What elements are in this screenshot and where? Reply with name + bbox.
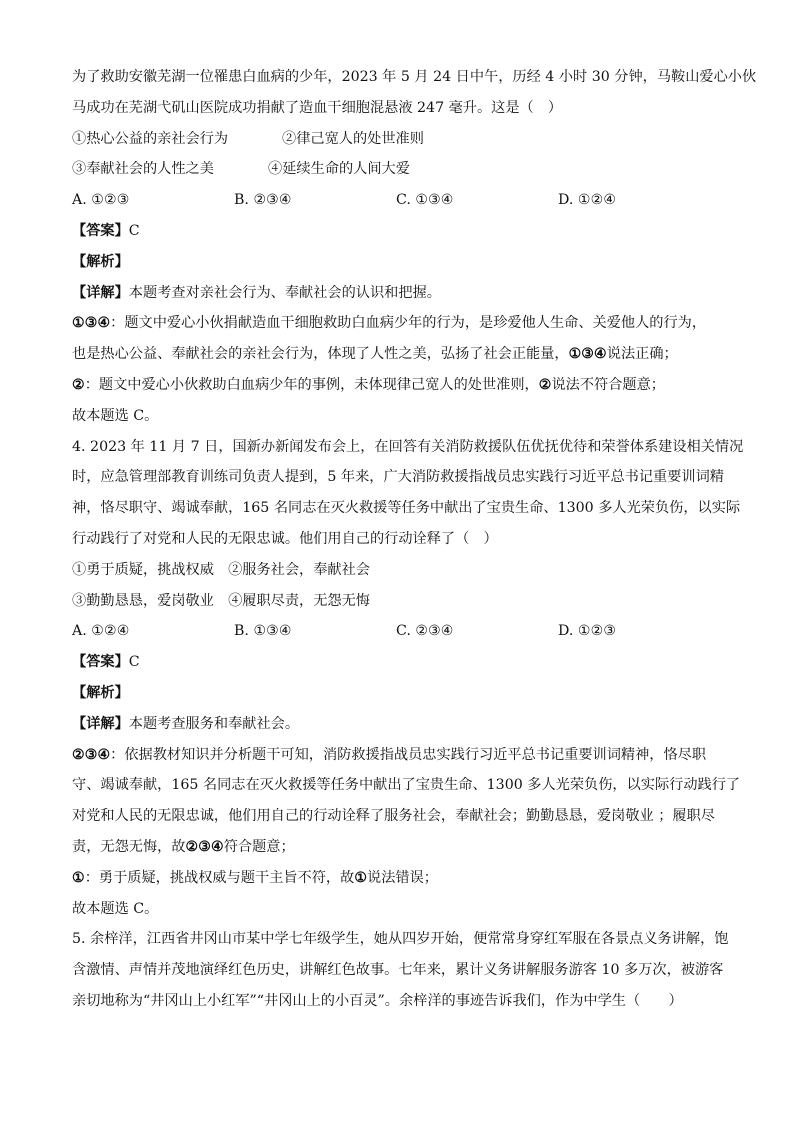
q3-explanation-line-2	[72, 339, 724, 370]
q3-conclusion: 故本题选 C。	[72, 407, 159, 424]
q4-detail	[72, 709, 724, 740]
q4-p2-text-b: 说法错误；	[367, 869, 438, 886]
q4-option-d: D. ①②③	[558, 623, 617, 640]
q4-analysis-tag: 【解析】	[72, 684, 129, 701]
q4-p1-line-1: ：依据教材知识并分析题干可知，消防救援指战员忠实践行习近平总书记重要训词精神，恪尽职	[110, 746, 707, 763]
q3-choice-1: ①热心公益的亲社会行为	[72, 130, 229, 147]
q4-detail-tag: 【详解】	[72, 715, 129, 732]
q3-detail	[72, 278, 724, 309]
q3-answer	[72, 216, 724, 247]
q4-explanation-line-2: 守、竭诚奉献，165 名同志在灭火救援等任务中献出了宝贵生命、1300 多人光荣负伤，以实际行动践行了	[72, 777, 741, 794]
q3-choices-row-2	[72, 154, 724, 185]
q3-answer-tag: 【答案】	[72, 222, 129, 239]
document-page	[72, 62, 757, 1017]
q4-option-c: C. ②③④	[396, 623, 454, 640]
q3-p1-line-2a: 也是热心公益、奉献社会的亲社会行为，体现了人性之美，弘扬了社会正能量，	[72, 346, 569, 363]
q3-stem-line-2: 马成功在芜湖弋矶山医院成功捐献了造血干细胞混悬液 247 毫升。这是（ ）	[72, 99, 563, 116]
q3-p1-label: ①③④	[72, 315, 111, 332]
q4-stem-line-1: 4. 2023 年 11 月 7 日，国新办新闻发布会上，在回答有关消防救援队伍优抚优待和荣誉体系建设相关情况	[72, 438, 744, 455]
q3-answer-value: C	[128, 222, 140, 239]
q4-answer	[72, 647, 724, 678]
q4-explanation-line-4	[72, 832, 724, 863]
q3-p2-text-b: 说法不符合题意；	[551, 376, 665, 393]
q4-stem-line-3: 神，恪尽职守、竭诚奉献，165 名同志在灭火救援等任务中献出了宝贵生命、1300 多人光荣负伤，以实际	[72, 500, 741, 517]
q5-stem-line-3: 亲切地称为“井冈山上小红军”“井冈山上的小百灵”。余梓洋的事迹告诉我们，作为中学生（ ）	[72, 992, 683, 1009]
q4-explanation-line-5	[72, 863, 724, 894]
q3-choice-2: ②律己宽人的处世准则	[282, 130, 424, 147]
q3-options	[72, 185, 724, 216]
q3-choices-row-1	[72, 124, 724, 155]
q3-detail-tag: 【详解】	[72, 284, 129, 301]
q3-stem-line-1: 为了救助安徽芜湖一位罹患白血病的少年，2023 年 5 月 24 日中午，历经 4 小时 30 分钟，马鞍山爱心小伙	[72, 69, 757, 85]
q4-choice-2: ②服务社会，奉献社会	[228, 561, 370, 578]
q4-explanation-line-1	[72, 740, 724, 771]
q3-p2-text-a: ：题文中爱心小伙救助白血病少年的事例，未体现律己宽人的处世准则，	[84, 376, 539, 393]
q3-choice-4: ④延续生命的人间大爱	[268, 161, 410, 178]
q3-analysis-tag: 【解析】	[72, 253, 129, 270]
q4-p1-line-4-label: ②③④	[185, 838, 224, 855]
q4-p2-label: ①	[72, 869, 85, 886]
q3-p1-line-2-label: ①③④	[568, 346, 607, 363]
q4-stem-line-4: 行动践行了对党和人民的无限忠诚。他们用自己的行动诠释了（ ）	[72, 530, 498, 547]
q4-p1-line-4a: 责，无怨无悔，故	[72, 838, 186, 855]
q4-stem-line-2: 时，应急管理部教育训练司负责人提到，5 年来，广大消防救援指战员忠实践行习近平总书记重要训词精	[72, 469, 724, 486]
q5-stem-line-1: 5. 余梓洋，江西省井冈山市某中学七年级学生，她从四岁开始，便常常身穿红军服在各景点义务讲解，饱	[72, 931, 729, 948]
q4-conclusion: 故本题选 C。	[72, 900, 159, 917]
q4-answer-tag: 【答案】	[72, 654, 129, 671]
q4-analysis-heading	[72, 678, 724, 709]
q3-p1-line-1: ：题文中爱心小伙捐献造血干细胞救助白血病少年的行为，是珍爱他人生命、关爱他人的行为，	[110, 315, 707, 332]
q3-option-d: D. ①②④	[558, 192, 617, 209]
q4-detail-text: 本题考查服务和奉献社会。	[128, 715, 300, 732]
q3-p2-label-2: ②	[538, 376, 552, 393]
q4-explanation-line-3: 对党和人民的无限忠诚，他们用自己的行动诠释了服务社会，奉献社会；勤勤恳恳，爱岗敬业 ；履职尽	[72, 808, 715, 825]
q3-p2-label: ②	[72, 376, 85, 393]
q4-choice-1: ①勇于质疑，挑战权威	[72, 561, 214, 578]
q3-option-c: C. ①③④	[396, 192, 454, 209]
q4-p1-line-4b: 符合题意；	[223, 838, 295, 855]
q5-stem-line-2: 含激情、声情并茂地演绎红色历史，讲解红色故事。七年来，累计义务讲解服务游客 10 多万次，被游客	[72, 962, 724, 979]
q4-choices-row-1	[72, 555, 724, 586]
q4-p2-label-2: ①	[354, 869, 368, 886]
q3-choice-3: ③奉献社会的人性之美	[72, 161, 214, 178]
q3-detail-text: 本题考查对亲社会行为、奉献社会的认识和把握。	[128, 284, 441, 301]
q4-p1-label: ②③④	[72, 746, 111, 763]
q4-options	[72, 616, 724, 647]
q3-p1-line-2b: 说法正确；	[606, 346, 678, 363]
q3-option-a: A. ①②③	[72, 192, 130, 209]
q4-p2-text-a: ：勇于质疑，挑战权威与题干主旨不符，故	[84, 869, 355, 886]
q4-option-a: A. ①②④	[72, 623, 130, 640]
q3-option-b: B. ②③④	[234, 192, 292, 209]
q4-choice-4: ④履职尽责，无怨无悔	[228, 592, 370, 609]
q3-explanation-line-3	[72, 370, 724, 401]
q4-choice-3: ③勤勤恳恳，爱岗敬业	[72, 592, 214, 609]
q4-answer-value: C	[128, 654, 140, 671]
q3-explanation-line-1	[72, 308, 724, 339]
q4-choices-row-2	[72, 586, 724, 617]
q3-analysis-heading	[72, 247, 724, 278]
q4-option-b: B. ①③④	[234, 623, 292, 640]
